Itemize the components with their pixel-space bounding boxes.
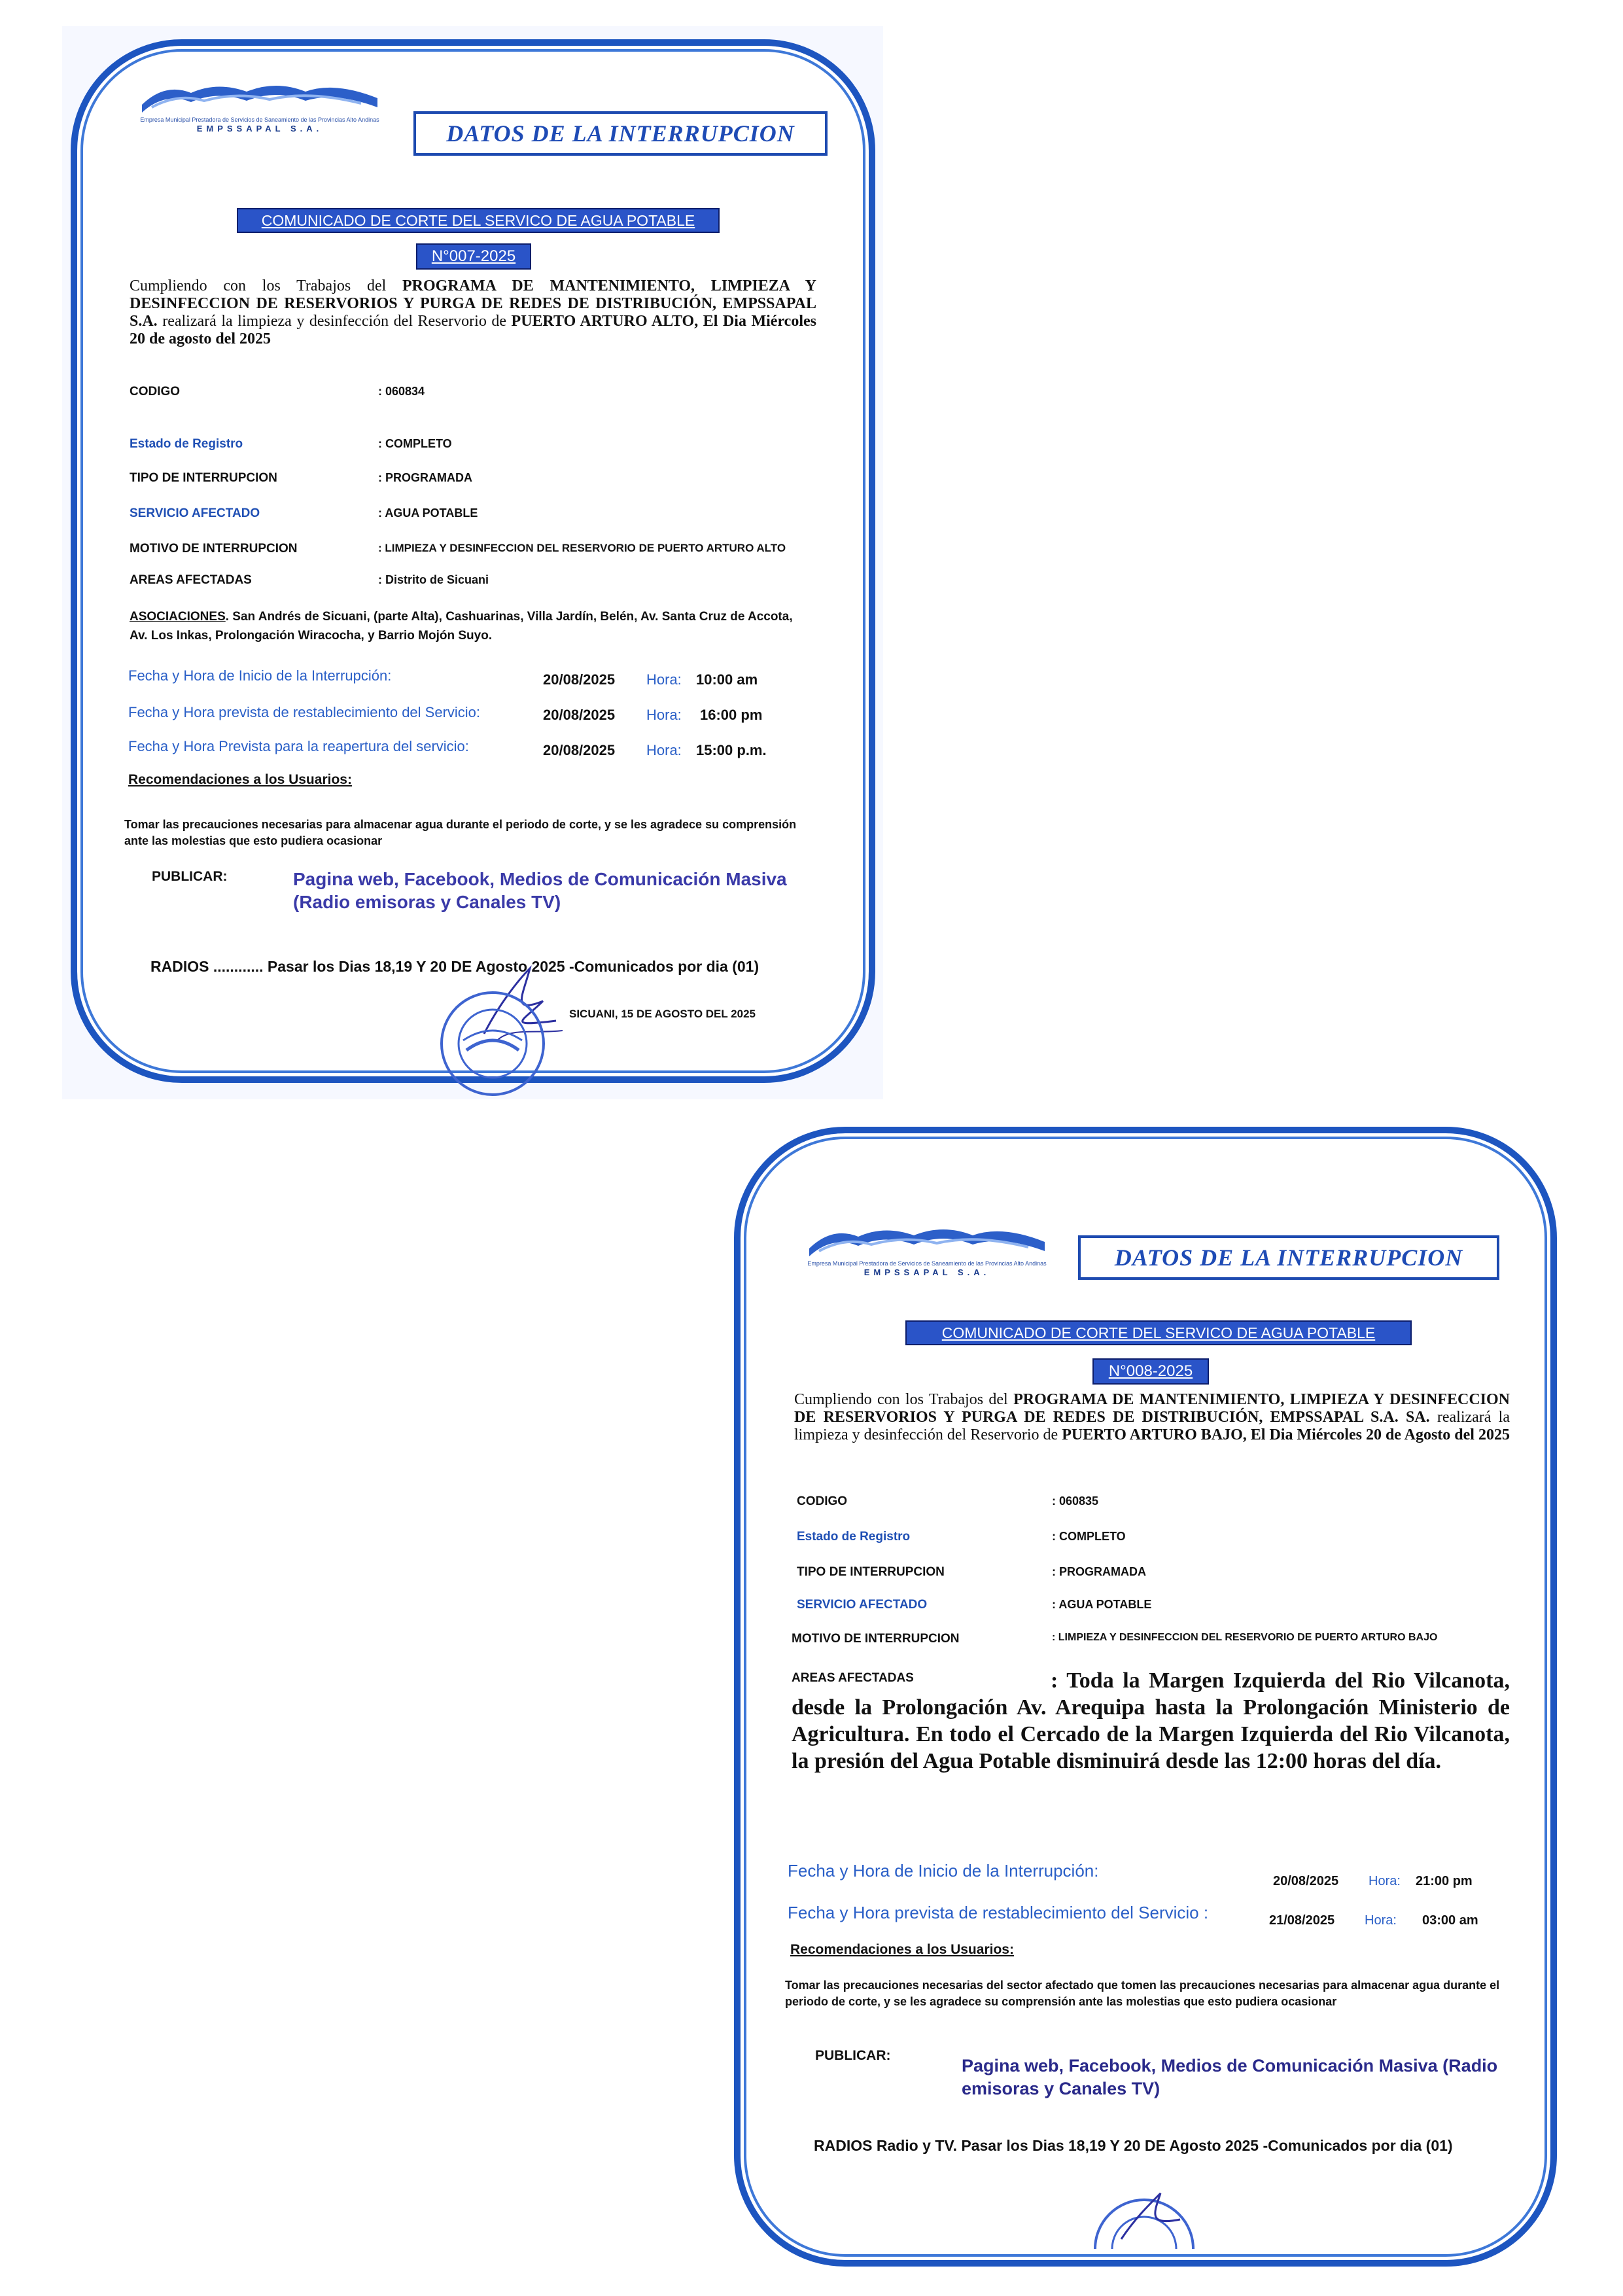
motivo-value: : LIMPIEZA Y DESINFECCION DEL RESERVORIO DE PUERTO ARTURO BAJO (1052, 1632, 1438, 1643)
publicar-value-1: Pagina web, Facebook, Medios de Comunicación Masiva (Radio emisoras y Canales TV) (293, 869, 787, 912)
rest-fecha-2: 21/08/2025 (1269, 1913, 1335, 1928)
areas-value-2: : Toda la Margen Izquierda del Rio Vilcanota, desde la Prolongación Av. Arequipa hasta la Prolongación Ministerio de Agricultura. En todo el Cercado de la Margen Izquierda del Rio Vilcanota, la presión del Agua Potable disminuirá desde las 12:00 horas del día. (792, 1669, 1510, 1773)
intro-text-d: PUERTO ARTURO BAJO, El Dia Miércoles 20 de Agosto del 2025 (1062, 1426, 1510, 1443)
comunicado-banner-1: COMUNICADO DE CORTE DEL SERVICO DE AGUA POTABLE (237, 208, 720, 233)
estado-value: : COMPLETO (378, 437, 452, 450)
inicio-hora-label-2: Hora: (1369, 1874, 1401, 1888)
estado-label: Estado de Registro (797, 1530, 911, 1544)
intro-text-a: Cumpliendo con los Trabajos del (130, 277, 403, 294)
rest-hora-label-2: Hora: (1365, 1913, 1397, 1928)
rest-hora-2: 03:00 am (1422, 1913, 1478, 1928)
rest-fecha-1: 20/08/2025 (543, 707, 616, 723)
codigo-value: : 060834 (378, 385, 425, 398)
asociaciones-label: ASOCIACIONES (130, 610, 226, 624)
inicio-hora-1: 10:00 am (696, 671, 758, 688)
intro-text-a: Cumpliendo con los Trabajos del (794, 1391, 1014, 1408)
reap-hora-label-1: Hora: (646, 742, 682, 758)
reap-label-1: Fecha y Hora Prevista para la reapertura del servicio: (128, 738, 469, 754)
company-stamp-icon (437, 988, 548, 1099)
motivo-label: MOTIVO DE INTERRUPCION (130, 542, 298, 556)
servicio-label: SERVICIO AFECTADO (797, 1598, 928, 1612)
motivo-value: : LIMPIEZA Y DESINFECCION DEL RESERVORIO DE PUERTO ARTURO ALTO (378, 542, 786, 554)
rest-hora-1: 16:00 pm (700, 707, 763, 723)
company-stamp-icon (1089, 2167, 1200, 2252)
fecha-firma-1: SICUANI, 15 DE AGOSTO DEL 2025 (569, 1008, 756, 1020)
publicar-value-2: Pagina web, Facebook, Medios de Comunicación Masiva (Radio emisoras y Canales TV) (962, 2056, 1498, 2098)
recomendaciones-title-1: Recomendaciones a los Usuarios: (128, 772, 352, 787)
reap-hora-1: 15:00 p.m. (696, 742, 767, 758)
rest-label-1: Fecha y Hora prevista de restablecimiento del Servicio: (128, 704, 481, 720)
estado-label: Estado de Registro (130, 437, 243, 451)
recomendaciones-text-1: Tomar las precauciones necesarias para almacenar agua durante el periodo de corte, y se les agradece su comprensión ante las molestias que esto pudiera ocasionar (124, 818, 797, 847)
areas-label: AREAS AFECTADAS (130, 573, 252, 587)
codigo-value: : 060835 (1052, 1494, 1099, 1508)
empssapal-logo-2 (806, 1222, 1048, 1277)
estado-value: : COMPLETO (1052, 1530, 1126, 1543)
wave-logo-icon (139, 79, 381, 116)
logo-name: EMPSSAPAL S.A. (864, 1267, 990, 1277)
rest-hora-label-1: Hora: (646, 707, 682, 723)
radios-line-1: RADIOS ............ Pasar los Dias 18,19 Y 20 DE Agosto 2025 -Comunicados por dia (01) (150, 958, 759, 975)
empssapal-logo-1 (139, 79, 381, 133)
intro-text-d: PUERTO ARTURO ALTO, El Dia Miércoles 20 de agosto del 2025 (130, 313, 816, 347)
servicio-label: SERVICIO AFECTADO (130, 506, 260, 520)
intro-text-c: realizará la limpieza y desinfección del Reservorio de (157, 313, 512, 330)
logo-caption: Empresa Municipal Prestadora de Servicios de Saneamiento de las Provincias Alto Andinas (140, 116, 379, 123)
reap-fecha-1: 20/08/2025 (543, 742, 616, 758)
intro-text-b: PROGRAMA DE MANTENIMIENTO, LIMPIEZA Y DESINFECCION DE RESERVORIOS Y PURGA DE REDES DE DISTRIBUCIÓN, EMPSSAPAL S.A. (130, 277, 816, 330)
wave-logo-icon (806, 1222, 1048, 1260)
logo-name: EMPSSAPAL S.A. (196, 124, 323, 133)
intro-text-c: realizará la limpieza y desinfección del Reservorio de (794, 1409, 1510, 1443)
asociaciones-text: . San Andrés de Sicuani, (parte Alta), Cashuarinas, Villa Jardín, Belén, Av. Santa Cruz de Accota, Av. Los Inkas, Prolongación Wiracocha, y Barrio Mojón Suyo. (130, 610, 793, 643)
servicio-value: : AGUA POTABLE (1052, 1598, 1152, 1611)
notice-card-1 (71, 39, 875, 1083)
logo-caption: Empresa Municipal Prestadora de Servicios de Saneamiento de las Provincias Alto Andinas (807, 1260, 1047, 1267)
tipo-label: TIPO DE INTERRUPCION (130, 471, 277, 485)
recomendaciones-text-2: Tomar las precauciones necesarias del sector afectado que tomen las precauciones necesarias para almacenar agua durante el periodo de corte, y se les agradece su comprensión ante las molestias que esto pudiera ocasionar (785, 1979, 1500, 2008)
servicio-value: : AGUA POTABLE (378, 506, 478, 520)
intro-text-b: PROGRAMA DE MANTENIMIENTO, LIMPIEZA Y DESINFECCION DE RESERVORIOS Y PURGA DE REDES DE DISTRIBUCIÓN, EMPSSAPAL S.A. SA. (794, 1391, 1510, 1426)
areas-label: AREAS AFECTADAS (792, 1671, 914, 1685)
intro-paragraph-2 (794, 1391, 1510, 1444)
recomendaciones-title-2: Recomendaciones a los Usuarios: (790, 1942, 1014, 1957)
inicio-fecha-2: 20/08/2025 (1273, 1874, 1339, 1888)
publicar-label-2: PUBLICAR: (815, 2048, 891, 2063)
tipo-value: : PROGRAMADA (1052, 1565, 1146, 1578)
rest-label-2: Fecha y Hora prevista de restablecimiento del Servicio : (788, 1903, 1209, 1922)
tipo-label: TIPO DE INTERRUPCION (797, 1565, 945, 1579)
header-datos-interrupcion-1: DATOS DE LA INTERRUPCION (413, 111, 828, 156)
inicio-hora-2: 21:00 pm (1416, 1874, 1473, 1888)
areas-value: : Distrito de Sicuani (378, 573, 489, 586)
publicar-label-1: PUBLICAR: (152, 869, 228, 884)
comunicado-number-1: N°007-2025 (416, 243, 531, 270)
inicio-label-2: Fecha y Hora de Inicio de la Interrupción: (788, 1861, 1099, 1881)
asociaciones-block-1 (130, 607, 813, 645)
codigo-label: CODIGO (797, 1494, 848, 1508)
header-datos-interrupcion-2: DATOS DE LA INTERRUPCION (1078, 1235, 1499, 1280)
radios-line-2: RADIOS Radio y TV. Pasar los Dias 18,19 Y 20 DE Agosto 2025 -Comunicados por dia (01) (814, 2137, 1453, 2154)
tipo-value: : PROGRAMADA (378, 471, 472, 484)
inicio-label-1: Fecha y Hora de Inicio de la Interrupción: (128, 667, 392, 684)
codigo-label: CODIGO (130, 385, 181, 398)
motivo-label: MOTIVO DE INTERRUPCION (792, 1632, 960, 1646)
comunicado-banner-2: COMUNICADO DE CORTE DEL SERVICO DE AGUA POTABLE (905, 1320, 1412, 1345)
inicio-fecha-1: 20/08/2025 (543, 671, 616, 688)
intro-paragraph-1 (130, 277, 816, 348)
inicio-hora-label-1: Hora: (646, 671, 682, 688)
comunicado-number-2: N°008-2025 (1092, 1358, 1209, 1385)
